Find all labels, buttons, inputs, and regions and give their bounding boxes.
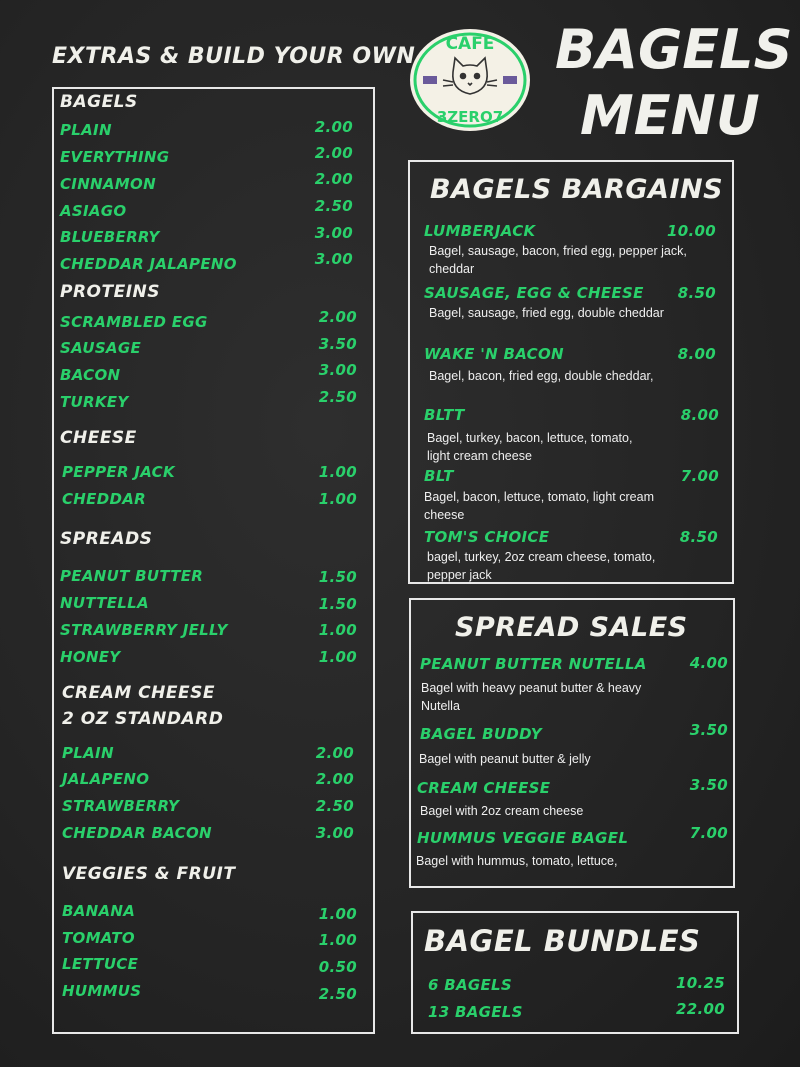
bundle-name: 13 BAGELS <box>428 1003 523 1021</box>
item-price: 1.00 <box>318 490 357 508</box>
deal-price: 8.00 <box>677 345 716 363</box>
deal-name: BAGEL BUDDY <box>420 725 542 743</box>
item-price: 2.00 <box>315 744 354 762</box>
deal-price: 8.00 <box>680 406 719 424</box>
deal-name: TOM'S CHOICE <box>424 528 550 546</box>
deal-name: HUMMUS VEGGIE BAGEL <box>417 829 629 847</box>
deal-price: 10.00 <box>667 222 716 240</box>
item-price: 2.00 <box>318 308 357 326</box>
item-name: BLUEBERRY <box>60 228 160 246</box>
deal-name: BLTT <box>424 406 465 424</box>
item-price: 1.50 <box>318 595 357 613</box>
deal-price: 4.00 <box>689 654 728 672</box>
item-price: 3.00 <box>314 250 353 268</box>
item-price: 1.00 <box>318 905 357 923</box>
item-price: 2.00 <box>314 118 353 136</box>
item-name: HUMMUS <box>62 982 142 1000</box>
item-name: SCRAMBLED EGG <box>60 313 208 331</box>
menu-title-line1: BAGELS <box>555 18 793 81</box>
item-name: LETTUCE <box>62 955 139 973</box>
deal-price: 7.00 <box>689 824 728 842</box>
item-name: PLAIN <box>62 744 114 762</box>
item-name: CHEDDAR BACON <box>62 824 212 842</box>
item-name: EVERYTHING <box>60 148 170 166</box>
item-name: NUTTELLA <box>60 594 149 612</box>
item-name: JALAPENO <box>62 770 150 788</box>
item-price: 0.50 <box>318 958 357 976</box>
deal-desc: Bagel with 2oz cream cheese <box>420 804 584 818</box>
item-price: 2.00 <box>314 170 353 188</box>
deal-name: SAUSAGE, EGG & CHEESE <box>424 284 644 302</box>
item-price: 3.50 <box>318 335 357 353</box>
deal-name: PEANUT BUTTER NUTELLA <box>420 655 647 673</box>
section-title-bagels: BAGELS <box>60 92 138 112</box>
cafe-logo <box>409 28 531 132</box>
item-name: CHEDDAR JALAPENO <box>60 255 237 273</box>
deal-price: 3.50 <box>689 776 728 794</box>
item-name: STRAWBERRY <box>62 797 180 815</box>
item-price: 1.00 <box>318 931 357 949</box>
spread-sales-heading: SPREAD SALES <box>455 612 688 643</box>
deal-desc: Bagel with peanut butter & jelly <box>419 752 591 766</box>
logo-bottom-text: 3ZERO7 <box>436 108 504 126</box>
bargains-heading: BAGELS BARGAINS <box>430 174 724 205</box>
item-name: STRAWBERRY JELLY <box>60 621 228 639</box>
section-title-spreads: SPREADS <box>60 529 153 549</box>
item-price: 2.00 <box>314 144 353 162</box>
item-name: CHEDDAR <box>62 490 146 508</box>
item-price: 3.00 <box>314 224 353 242</box>
item-name: TURKEY <box>60 393 129 411</box>
section-title-cheese: CHEESE <box>60 428 137 448</box>
bundles-heading: BAGEL BUNDLES <box>424 924 701 958</box>
deal-desc: Bagel, sausage, fried egg, double cheddar <box>429 306 664 320</box>
item-name: ASIAGO <box>60 202 127 220</box>
item-name: HONEY <box>60 648 121 666</box>
bundle-price: 22.00 <box>676 1000 725 1018</box>
section-title-veggies: VEGGIES & FRUIT <box>62 864 236 884</box>
deal-desc: Bagel with heavy peanut butter & heavy Nutella <box>421 681 642 713</box>
item-price: 1.00 <box>318 621 357 639</box>
deal-price: 8.50 <box>679 528 718 546</box>
section-title-cream-cheese: CREAM CHEESE <box>62 683 215 703</box>
item-price: 2.50 <box>315 797 354 815</box>
item-name: PLAIN <box>60 121 112 139</box>
item-price: 2.00 <box>315 770 354 788</box>
bundle-price: 10.25 <box>676 974 725 992</box>
item-name: PEANUT BUTTER <box>60 567 204 585</box>
menu-title-line2: MENU <box>580 84 760 147</box>
item-name: BANANA <box>62 902 136 920</box>
deal-desc: Bagel with hummus, tomato, lettuce, <box>416 854 618 868</box>
deal-name: LUMBERJACK <box>424 222 536 240</box>
bundle-name: 6 BAGELS <box>428 976 513 994</box>
deal-price: 7.00 <box>680 467 719 485</box>
deal-name: BLT <box>424 467 454 485</box>
item-name: CINNAMON <box>60 175 156 193</box>
item-price: 3.00 <box>318 361 357 379</box>
item-price: 2.50 <box>314 197 353 215</box>
extras-heading: EXTRAS & BUILD YOUR OWN <box>52 44 416 69</box>
deal-price: 3.50 <box>689 721 728 739</box>
item-price: 2.50 <box>318 985 357 1003</box>
deal-name: CREAM CHEESE <box>417 779 551 797</box>
item-name: PEPPER JACK <box>62 463 175 481</box>
deal-desc: Bagel, bacon, fried egg, double cheddar, <box>429 369 654 383</box>
item-name: TOMATO <box>62 929 135 947</box>
item-price: 1.00 <box>318 648 357 666</box>
logo-top-text: CAFE <box>445 34 495 54</box>
section-subtitle-cream-cheese: 2 OZ STANDARD <box>62 709 224 729</box>
item-name: BACON <box>60 366 121 384</box>
item-price: 1.50 <box>318 568 357 586</box>
deal-name: WAKE 'N BACON <box>424 345 564 363</box>
deal-desc: Bagel, sausage, bacon, fried egg, pepper jack, cheddar <box>429 244 687 276</box>
deal-desc: Bagel, bacon, lettuce, tomato, light cream cheese <box>424 490 654 522</box>
item-price: 2.50 <box>318 388 357 406</box>
item-price: 1.00 <box>318 463 357 481</box>
deal-desc: Bagel, turkey, bacon, lettuce, tomato, light cream cheese <box>427 431 633 463</box>
deal-price: 8.50 <box>677 284 716 302</box>
deal-desc: bagel, turkey, 2oz cream cheese, tomato, pepper jack <box>427 550 656 582</box>
item-name: SAUSAGE <box>60 339 141 357</box>
section-title-proteins: PROTEINS <box>60 282 161 302</box>
item-price: 3.00 <box>315 824 354 842</box>
